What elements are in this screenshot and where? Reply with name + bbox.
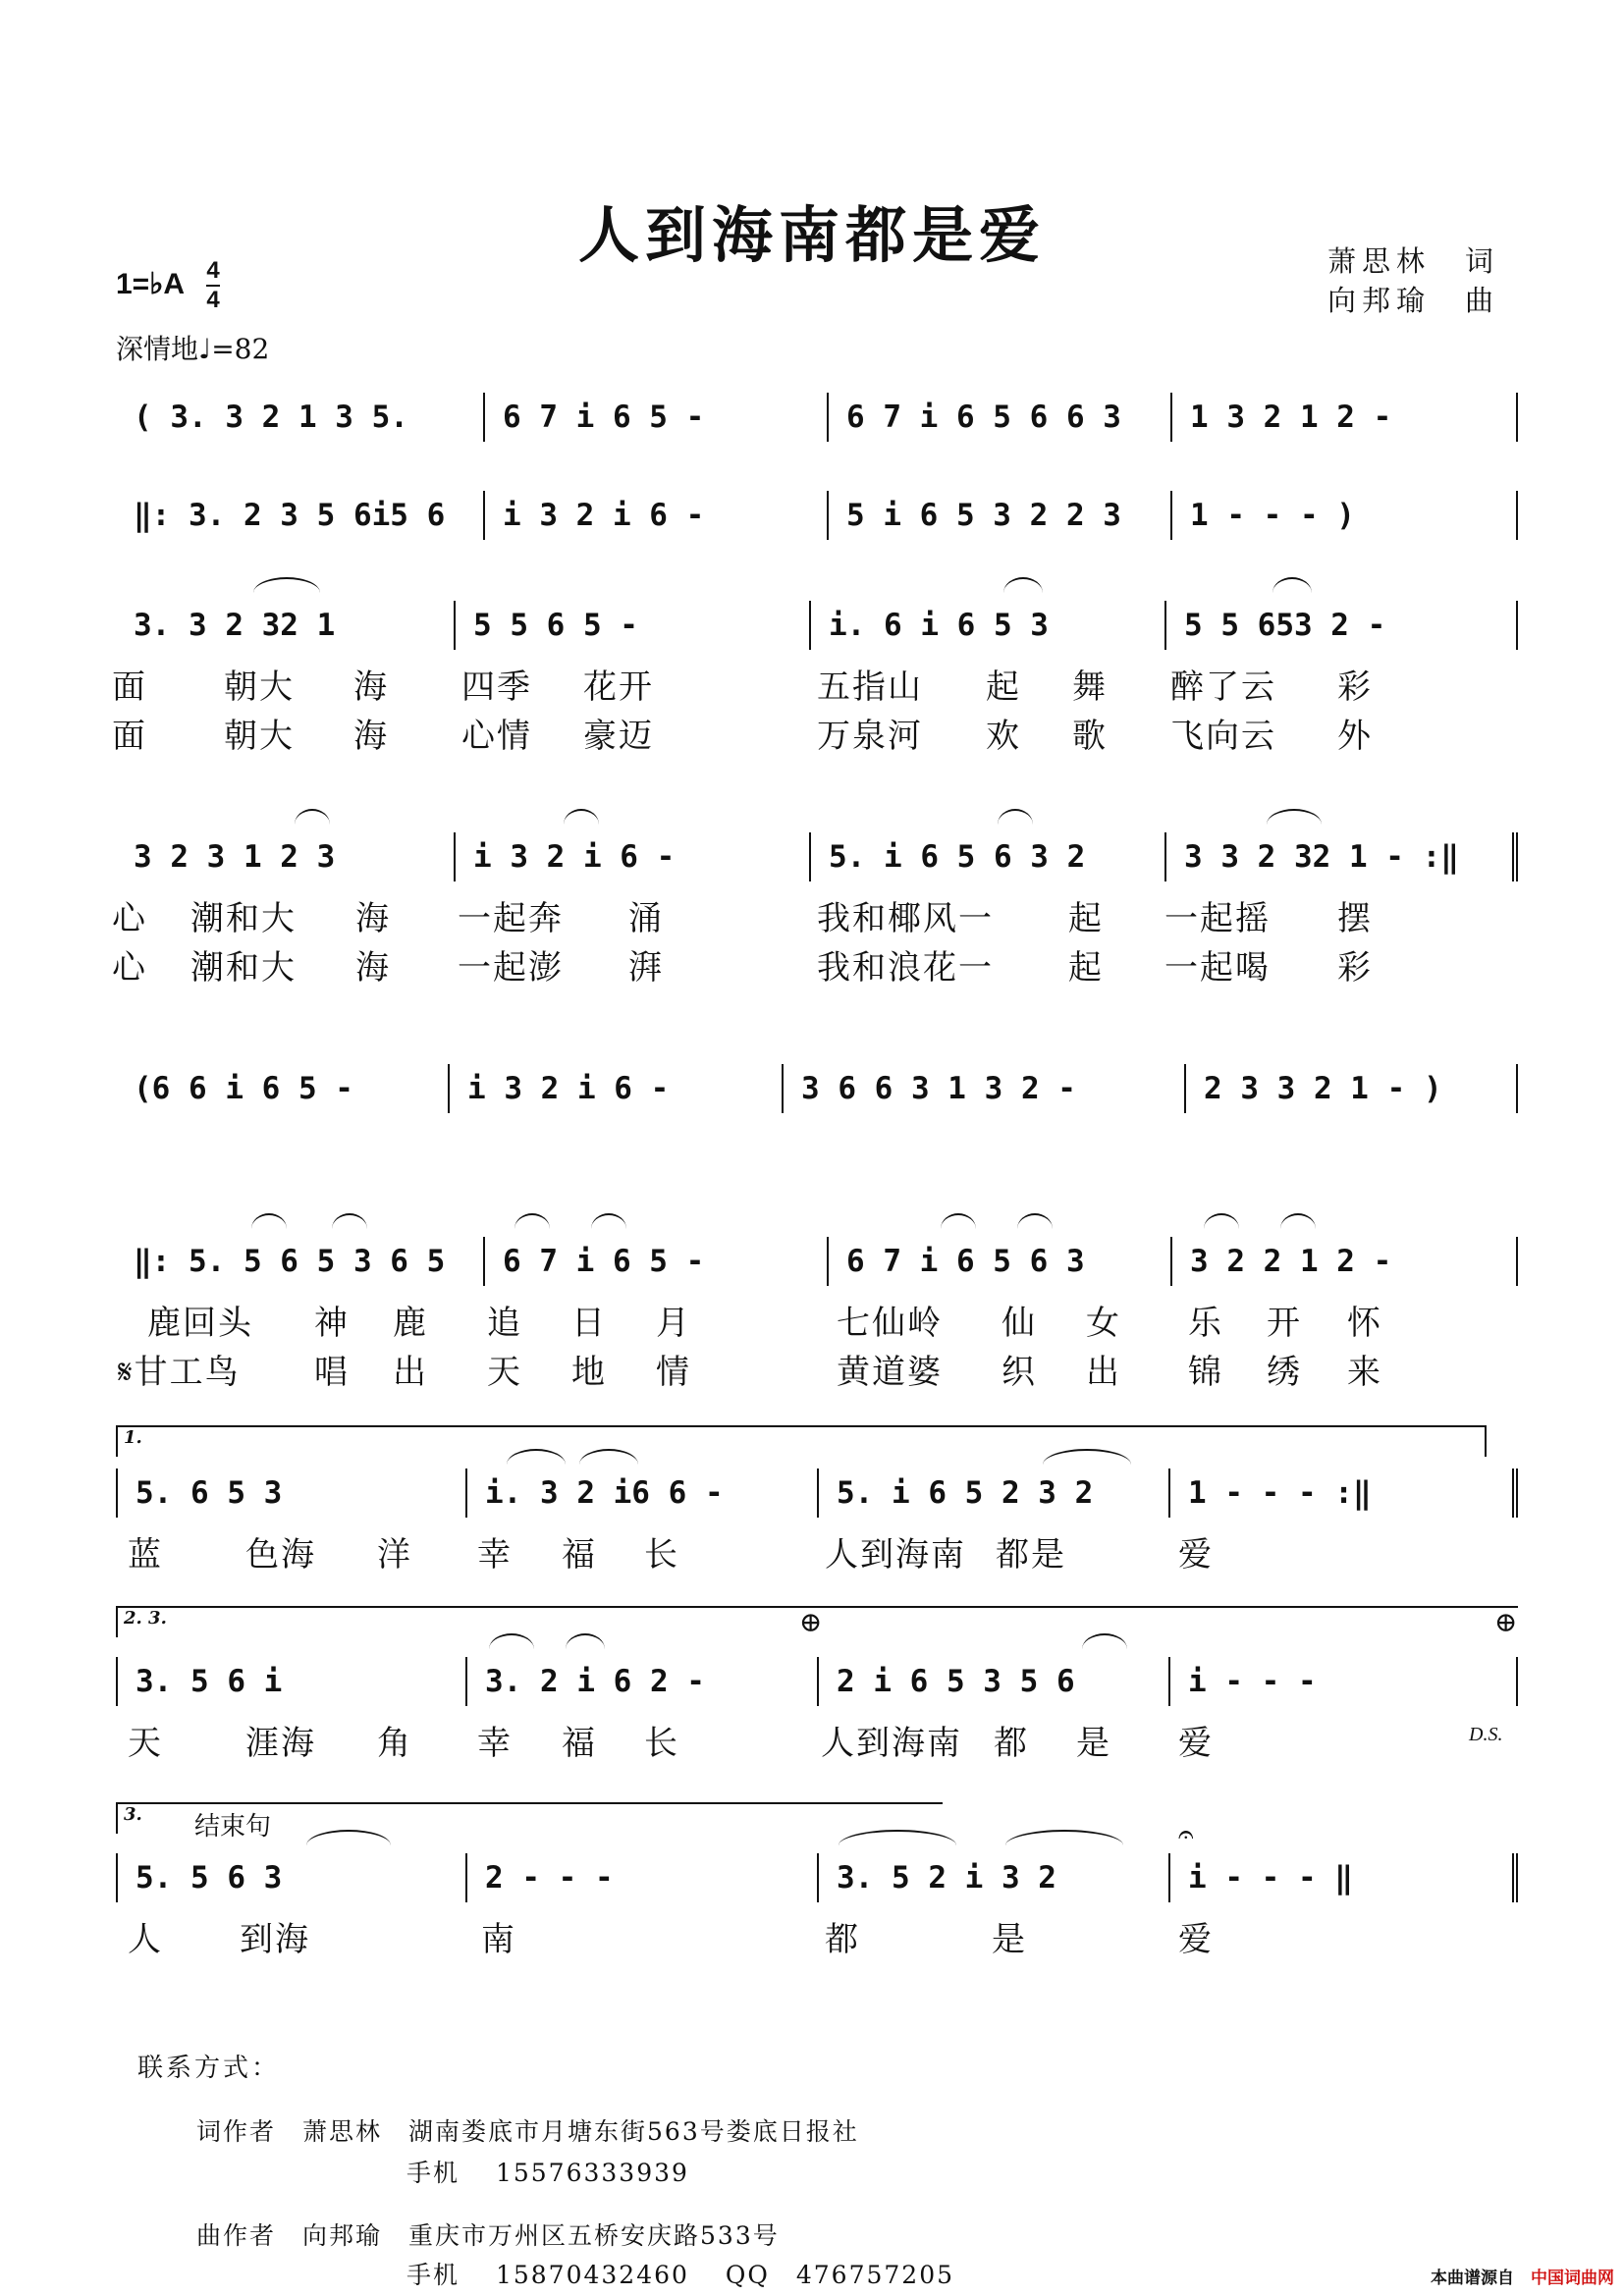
measure: 6 7 i 6 5 - [485,393,829,442]
measure: 5 i 6 5 3 2 2 3 [829,491,1172,540]
ending-label: 结束句 [194,1812,272,1842]
meter-bottom: 4 [206,287,220,313]
source-label: 本曲谱源自 [1431,2269,1514,2287]
measure: i. 6 i 6 5 3 [811,601,1166,650]
measure: ( 3. 3 2 1 3 5. [116,393,485,442]
measure: 3. 2 i 6 2 - [467,1657,819,1706]
composer-contact: 曲作者 向邦瑜 重庆市万州区五桥安庆路533号 [196,2221,780,2250]
measure: 3 6 6 3 1 3 2 - [784,1064,1186,1113]
notation-row [0,1237,1624,1296]
measure: 5. i 6 5 2 3 2 [819,1468,1170,1518]
slur [998,809,1033,825]
lyric-line: 人 到海 南 都 是 爱 [128,1920,1214,1959]
notation-row [0,1657,1624,1716]
lyricist-phone: 手机 15576333939 [406,2159,689,2187]
measure: 6 7 i 6 5 6 6 3 [829,393,1172,442]
contact-label: 联系方式： [137,2054,281,2083]
slur [591,1213,626,1229]
lyric-line: 鹿回头 神 鹿 追 日 月 七仙岭 仙 女 乐 开 怀 [147,1304,1382,1343]
notation-row [0,1853,1624,1912]
measure: ‖: 3. 2 3 5 6i5 6 [116,491,485,540]
notation-row [0,491,1624,550]
slur [332,1213,367,1229]
notation-row [0,393,1624,452]
measure: 5 5 653 2 - [1166,601,1518,650]
slur [514,1213,550,1229]
slur [1280,1213,1316,1229]
measure: i 3 2 i 6 - [485,491,829,540]
measure: i. 3 2 i6 6 - [467,1468,819,1518]
measure: 5. i 6 5 6 3 2 [811,832,1166,881]
composer-credit: 向邦瑜 曲 [1327,284,1500,317]
measure: 6 7 i 6 5 - [485,1237,829,1286]
lyricist-contact: 词作者 萧思林 湖南娄底市月塘东街563号娄底日报社 [196,2117,859,2146]
measure: 3 3 2 32 1 - :‖ [1166,832,1518,881]
meter-top: 4 [206,257,220,284]
lyric-line: 面 朝大 海 四季 花开 五指山 起 舞 醉了云 彩 [112,667,1373,707]
measure: 3. 5 2 i 3 2 [819,1853,1170,1902]
measure: 2 i 6 5 3 5 6 [819,1657,1170,1706]
notation-row [0,1468,1624,1527]
key-signature: 1=♭A [116,268,186,300]
slur [564,809,599,825]
notation-row [0,1064,1624,1123]
notation-row [0,832,1624,891]
measure: (6 6 i 6 5 - [116,1064,450,1113]
measure: 5 5 6 5 - [456,601,811,650]
fermata-icon: 𝄐 [1178,1818,1194,1850]
lyric-line: 面 朝大 海 心情 豪迈 万泉河 欢 歌 飞向云 外 [112,717,1373,756]
slur [1003,577,1043,593]
measure: i 3 2 i 6 - [456,832,811,881]
measure: 2 - - - [467,1853,819,1902]
time-signature [206,259,220,312]
measure: 5. 5 6 3 [116,1853,467,1902]
notation-row [0,601,1624,660]
volta-bracket-2: 2. 3. [116,1606,1518,1637]
coda-icon: ⊕ [1494,1606,1518,1638]
measure: 1 - - - ) [1172,491,1518,540]
slur [941,1213,976,1229]
lyric-line: 蓝 色海 洋 幸 福 长 人到海南 都是 爱 [128,1535,1214,1575]
measure: i 3 2 i 6 - [450,1064,784,1113]
lyric-line: 天 涯海 角 幸 福 长 人到海南 都 是 爱 [128,1724,1214,1763]
lyricist-credit: 萧思林 词 [1327,244,1500,278]
measure: 3 2 2 1 2 - [1172,1237,1518,1286]
measure: 5. 6 5 3 [116,1468,467,1518]
measure: 3 2 3 1 2 3 [116,832,456,881]
slur [1005,1830,1123,1845]
coda-icon: ⊕ [799,1606,823,1638]
slur [295,809,330,825]
measure: i - - - [1170,1657,1518,1706]
source-site-link[interactable]: 中国词曲网 [1531,2269,1614,2287]
lyric-line: 心 潮和大 海 一起奔 涌 我和椰风一 起 一起摇 摆 [112,899,1373,938]
tempo-marking: 深情地♩=82 [116,333,270,365]
lyric-line: 𝄋甘工鸟 唱 出 天 地 情 黄道婆 织 出 锦 绣 来 [118,1353,1382,1392]
measure: i - - - ‖ [1170,1853,1518,1902]
slur [1017,1213,1053,1229]
slur [1267,809,1322,825]
measure: 1 3 2 1 2 - [1172,393,1518,442]
slur [253,577,320,593]
slur [1204,1213,1239,1229]
composer-phone: 手机 15870432460 QQ 476757205 [406,2261,955,2289]
slur [1272,577,1312,593]
page-title: 人到海南都是爱 [577,199,1046,271]
lyric-line: 心 潮和大 海 一起澎 湃 我和浪花一 起 一起喝 彩 [112,948,1373,988]
measure: 1 - - - :‖ [1170,1468,1518,1518]
measure: ‖: 5. 5 6 5 3 6 5 [116,1237,485,1286]
measure: 3. 5 6 i [116,1657,467,1706]
volta-bracket-1: 1. [116,1425,1487,1457]
measure: 2 3 3 2 1 - ) [1186,1064,1518,1113]
measure: 3. 3 2 32 1 [116,601,456,650]
slur [251,1213,287,1229]
ds-marking: D.S. [1469,1724,1503,1745]
measure: 6 7 i 6 5 6 3 [829,1237,1172,1286]
volta-bracket-3: 3. [116,1802,943,1834]
